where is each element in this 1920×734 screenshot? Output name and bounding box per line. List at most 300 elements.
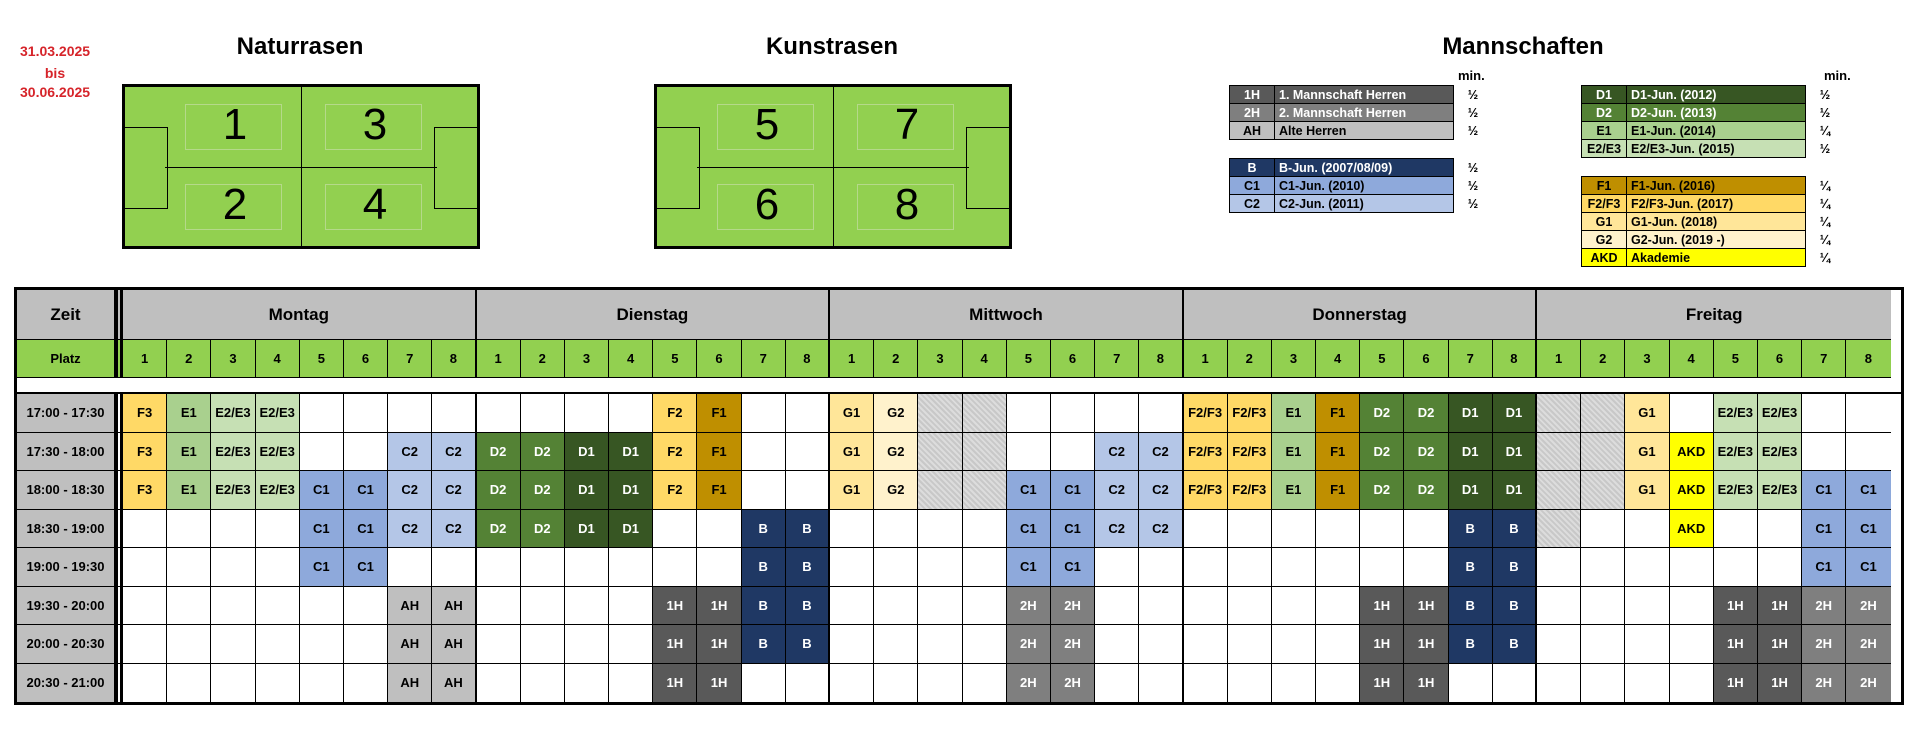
slot-cell bbox=[477, 625, 521, 664]
pitch-number: 2 bbox=[1228, 340, 1272, 378]
day-header-montag: Montag bbox=[123, 290, 477, 340]
slot-cell bbox=[1670, 664, 1714, 703]
slot-cell bbox=[1228, 548, 1272, 587]
slot-cell: G2 bbox=[874, 471, 918, 510]
legend-code: D1 bbox=[1582, 86, 1627, 104]
legend-row bbox=[1582, 122, 1845, 140]
slot-cell bbox=[874, 548, 918, 587]
slot-cell bbox=[963, 664, 1007, 703]
time-row bbox=[17, 625, 1901, 664]
legend-row bbox=[1582, 231, 1845, 249]
slot-cell: G1 bbox=[830, 471, 874, 510]
slot-cell bbox=[918, 394, 962, 433]
slot-cell bbox=[1272, 664, 1316, 703]
pitch-number: 2 bbox=[874, 340, 918, 378]
legend-row bbox=[1230, 122, 1493, 140]
slot-cell: C1 bbox=[1051, 548, 1095, 587]
slot-cell: C2 bbox=[1095, 433, 1139, 472]
slot-cell bbox=[609, 664, 653, 703]
slot-cell bbox=[1802, 433, 1846, 472]
slot-cell bbox=[300, 433, 344, 472]
slot-cell: G1 bbox=[830, 433, 874, 472]
slot-cell bbox=[1802, 394, 1846, 433]
slot-cell bbox=[1316, 548, 1360, 587]
slot-cell bbox=[521, 587, 565, 626]
pitch-number: 5 bbox=[1360, 340, 1404, 378]
slot-cell bbox=[300, 664, 344, 703]
column-separator bbox=[115, 664, 123, 703]
pitch-number: 4 bbox=[963, 340, 1007, 378]
slot-cell bbox=[300, 394, 344, 433]
kunstrasen-title: Kunstrasen bbox=[765, 33, 899, 60]
legend-name: C1-Jun. (2010) bbox=[1275, 177, 1454, 195]
time-row bbox=[17, 664, 1901, 703]
slot-cell: E2/E3 bbox=[1714, 433, 1758, 472]
legend-min: ½ bbox=[1467, 196, 1479, 211]
slot-cell: B bbox=[1493, 587, 1537, 626]
slot-cell bbox=[1051, 394, 1095, 433]
slot-cell bbox=[1714, 510, 1758, 549]
slot-cell bbox=[1449, 664, 1493, 703]
slot-cell bbox=[1095, 548, 1139, 587]
slot-cell bbox=[256, 548, 300, 587]
pitch-number: 7 bbox=[742, 340, 786, 378]
slot-cell: D2 bbox=[1360, 471, 1404, 510]
slot-cell bbox=[344, 433, 388, 472]
slot-cell: D2 bbox=[477, 510, 521, 549]
slot-cell bbox=[1581, 394, 1625, 433]
slot-cell bbox=[742, 664, 786, 703]
slot-cell: C2 bbox=[1095, 471, 1139, 510]
slot-cell: C2 bbox=[388, 433, 432, 472]
slot-cell bbox=[1272, 625, 1316, 664]
legend-row bbox=[1230, 177, 1493, 195]
slot-cell: D1 bbox=[1449, 471, 1493, 510]
slot-cell bbox=[211, 664, 255, 703]
slot-cell: 2H bbox=[1007, 625, 1051, 664]
slot-cell: D1 bbox=[609, 510, 653, 549]
slot-cell bbox=[1493, 664, 1537, 703]
slot-cell bbox=[1272, 587, 1316, 626]
pitch-number: 7 bbox=[894, 100, 920, 149]
slot-cell bbox=[918, 664, 962, 703]
slot-cell bbox=[786, 394, 830, 433]
slot-cell: D2 bbox=[1404, 471, 1448, 510]
legend-code: E1 bbox=[1582, 122, 1627, 140]
legend-code: E2/E3 bbox=[1582, 140, 1627, 158]
slot-cell: D2 bbox=[521, 510, 565, 549]
slot-cell: 1H bbox=[653, 587, 697, 626]
slot-cell bbox=[477, 548, 521, 587]
date-from: 31.03.2025 bbox=[20, 43, 91, 59]
legend-row bbox=[1582, 140, 1845, 158]
legend-name: 1. Mannschaft Herren bbox=[1275, 86, 1454, 104]
pitch-number: 8 bbox=[432, 340, 476, 378]
slot-cell bbox=[1625, 587, 1669, 626]
slot-cell bbox=[1139, 587, 1183, 626]
slot-cell bbox=[256, 510, 300, 549]
slot-cell: D2 bbox=[477, 433, 521, 472]
slot-cell: 2H bbox=[1051, 625, 1095, 664]
slot-cell bbox=[256, 587, 300, 626]
legend-min: ½ bbox=[1467, 178, 1479, 193]
slot-cell bbox=[697, 510, 741, 549]
slot-cell bbox=[123, 587, 167, 626]
slot-cell bbox=[388, 394, 432, 433]
slot-cell bbox=[1758, 510, 1802, 549]
slot-cell: C2 bbox=[1139, 433, 1183, 472]
slot-cell bbox=[1228, 664, 1272, 703]
slot-cell bbox=[432, 548, 476, 587]
slot-cell bbox=[742, 471, 786, 510]
slot-cell: 1H bbox=[697, 625, 741, 664]
slot-cell bbox=[388, 548, 432, 587]
slot-cell: C2 bbox=[1095, 510, 1139, 549]
slot-cell bbox=[1625, 664, 1669, 703]
slot-cell bbox=[874, 664, 918, 703]
pitch-number: 3 bbox=[565, 340, 609, 378]
slot-cell bbox=[300, 625, 344, 664]
pitch-number: 3 bbox=[1272, 340, 1316, 378]
slot-cell bbox=[874, 625, 918, 664]
slot-cell bbox=[123, 625, 167, 664]
slot-cell bbox=[1537, 510, 1581, 549]
slot-cell bbox=[565, 664, 609, 703]
slot-cell: E2/E3 bbox=[1714, 394, 1758, 433]
slot-cell bbox=[1095, 394, 1139, 433]
legend-min: ½ bbox=[1467, 105, 1479, 120]
platz-label: Platz bbox=[17, 340, 115, 378]
pitch-number: 5 bbox=[1007, 340, 1051, 378]
legend-min: ½ bbox=[1467, 160, 1479, 175]
column-separator bbox=[115, 510, 123, 549]
pitch-number: 7 bbox=[1449, 340, 1493, 378]
pitch-number: 7 bbox=[388, 340, 432, 378]
pitch-number: 1 bbox=[222, 100, 248, 149]
slot-cell bbox=[1714, 548, 1758, 587]
slot-cell: F1 bbox=[697, 394, 741, 433]
slot-cell: D2 bbox=[521, 433, 565, 472]
slot-cell: E1 bbox=[167, 433, 211, 472]
slot-cell bbox=[521, 625, 565, 664]
spacer-row bbox=[17, 378, 1901, 394]
slot-cell bbox=[786, 471, 830, 510]
legend-min: ½ bbox=[1819, 105, 1831, 120]
slot-cell bbox=[1537, 625, 1581, 664]
slot-cell bbox=[167, 548, 211, 587]
pitch-number: 8 bbox=[1139, 340, 1183, 378]
legend-code: AH bbox=[1230, 122, 1275, 140]
slot-cell: AKD bbox=[1670, 471, 1714, 510]
pitch-number: 4 bbox=[362, 180, 388, 229]
slot-cell: C1 bbox=[1802, 548, 1846, 587]
slot-cell bbox=[521, 394, 565, 433]
column-separator bbox=[115, 340, 123, 378]
legend-min: ½ bbox=[1819, 87, 1831, 102]
time-label: 20:00 - 20:30 bbox=[17, 625, 115, 664]
slot-cell bbox=[830, 587, 874, 626]
legend-code: G1 bbox=[1582, 213, 1627, 231]
slot-cell bbox=[211, 548, 255, 587]
slot-cell: 1H bbox=[653, 625, 697, 664]
slot-cell bbox=[1184, 587, 1228, 626]
slot-cell: C1 bbox=[344, 548, 388, 587]
slot-cell: 1H bbox=[1758, 664, 1802, 703]
legend-code: AKD bbox=[1582, 249, 1627, 267]
slot-cell: F2/F3 bbox=[1228, 433, 1272, 472]
slot-cell: 2H bbox=[1802, 587, 1846, 626]
time-label: 18:30 - 19:00 bbox=[17, 510, 115, 549]
slot-cell: B bbox=[1493, 510, 1537, 549]
slot-cell bbox=[1758, 548, 1802, 587]
slot-cell: C2 bbox=[388, 471, 432, 510]
legend-name: E1-Jun. (2014) bbox=[1627, 122, 1806, 140]
slot-cell bbox=[1537, 471, 1581, 510]
slot-cell: 1H bbox=[1758, 587, 1802, 626]
slot-cell: 1H bbox=[1404, 664, 1448, 703]
slot-cell bbox=[1625, 510, 1669, 549]
slot-cell: 2H bbox=[1846, 587, 1890, 626]
slot-cell: B bbox=[742, 587, 786, 626]
time-label: 17:00 - 17:30 bbox=[17, 394, 115, 433]
slot-cell: B bbox=[742, 510, 786, 549]
slot-cell: E2/E3 bbox=[1758, 471, 1802, 510]
slot-cell: AKD bbox=[1670, 433, 1714, 472]
time-row bbox=[17, 510, 1901, 549]
slot-cell bbox=[565, 625, 609, 664]
slot-cell: E1 bbox=[1272, 433, 1316, 472]
column-separator bbox=[115, 433, 123, 472]
pitch-number: 1 bbox=[477, 340, 521, 378]
slot-cell bbox=[344, 625, 388, 664]
slot-cell bbox=[1537, 548, 1581, 587]
slot-cell: D2 bbox=[521, 471, 565, 510]
time-row bbox=[17, 548, 1901, 587]
slot-cell: B bbox=[786, 510, 830, 549]
time-row bbox=[17, 394, 1901, 433]
slot-cell bbox=[1670, 587, 1714, 626]
slot-cell: E1 bbox=[1272, 471, 1316, 510]
slot-cell: C2 bbox=[432, 510, 476, 549]
slot-cell: C1 bbox=[1051, 510, 1095, 549]
slot-cell: G1 bbox=[1625, 471, 1669, 510]
slot-cell bbox=[918, 587, 962, 626]
pitch-number: 6 bbox=[344, 340, 388, 378]
slot-cell bbox=[609, 394, 653, 433]
time-label: 20:30 - 21:00 bbox=[17, 664, 115, 703]
slot-cell bbox=[874, 587, 918, 626]
slot-cell: AH bbox=[432, 625, 476, 664]
slot-cell bbox=[1316, 664, 1360, 703]
pitch-number: 1 bbox=[123, 340, 167, 378]
pitch-number: 2 bbox=[521, 340, 565, 378]
slot-cell bbox=[830, 548, 874, 587]
slot-cell: C1 bbox=[1007, 471, 1051, 510]
pitch-number: 8 bbox=[1493, 340, 1537, 378]
slot-cell bbox=[1007, 394, 1051, 433]
slot-cell: 1H bbox=[697, 664, 741, 703]
slot-cell: C1 bbox=[1802, 510, 1846, 549]
slot-cell: AH bbox=[432, 664, 476, 703]
legend-min: ¼ bbox=[1819, 196, 1831, 211]
pitch-number: 6 bbox=[754, 180, 780, 229]
slot-cell bbox=[1228, 510, 1272, 549]
slot-cell: D2 bbox=[1360, 394, 1404, 433]
slot-cell: 1H bbox=[1404, 587, 1448, 626]
slot-cell bbox=[918, 625, 962, 664]
slot-cell: 1H bbox=[1714, 625, 1758, 664]
slot-cell bbox=[1537, 394, 1581, 433]
slot-cell: F3 bbox=[123, 394, 167, 433]
slot-cell bbox=[963, 433, 1007, 472]
slot-cell: D2 bbox=[1404, 433, 1448, 472]
slot-cell: 2H bbox=[1846, 664, 1890, 703]
slot-cell: D1 bbox=[1449, 433, 1493, 472]
slot-cell: F2 bbox=[653, 471, 697, 510]
legend-row bbox=[1230, 86, 1493, 104]
slot-cell: D1 bbox=[1493, 433, 1537, 472]
pitch-number: 5 bbox=[754, 100, 780, 149]
slot-cell bbox=[477, 664, 521, 703]
slot-cell bbox=[1272, 548, 1316, 587]
slot-cell bbox=[963, 510, 1007, 549]
time-label: 19:00 - 19:30 bbox=[17, 548, 115, 587]
column-separator bbox=[115, 587, 123, 626]
slot-cell bbox=[1581, 587, 1625, 626]
slot-cell: E1 bbox=[167, 471, 211, 510]
slot-cell bbox=[1581, 433, 1625, 472]
legend-row bbox=[1582, 104, 1845, 122]
pitch-number: 4 bbox=[256, 340, 300, 378]
slot-cell: C1 bbox=[1802, 471, 1846, 510]
slot-cell bbox=[1625, 548, 1669, 587]
slot-cell bbox=[1537, 433, 1581, 472]
pitch-number: 5 bbox=[300, 340, 344, 378]
slot-cell bbox=[1846, 433, 1890, 472]
slot-cell: 1H bbox=[1714, 664, 1758, 703]
legend-row bbox=[1582, 86, 1845, 104]
pitch-number: 6 bbox=[1758, 340, 1802, 378]
slot-cell bbox=[963, 625, 1007, 664]
slot-cell bbox=[830, 664, 874, 703]
column-separator bbox=[115, 471, 123, 510]
slot-cell: B bbox=[742, 625, 786, 664]
pitch-number: 3 bbox=[362, 100, 388, 149]
legend-name: F2/F3-Jun. (2017) bbox=[1627, 195, 1806, 213]
slot-cell: C1 bbox=[1051, 471, 1095, 510]
slot-cell: E2/E3 bbox=[211, 471, 255, 510]
legend-min: ¼ bbox=[1819, 214, 1831, 229]
time-row bbox=[17, 587, 1901, 626]
slot-cell bbox=[742, 394, 786, 433]
slot-cell bbox=[211, 587, 255, 626]
slot-cell: 2H bbox=[1802, 664, 1846, 703]
legend-name: B-Jun. (2007/08/09) bbox=[1275, 159, 1454, 177]
slot-cell: 1H bbox=[1404, 625, 1448, 664]
slot-cell: 1H bbox=[1360, 587, 1404, 626]
slot-cell: F3 bbox=[123, 433, 167, 472]
slot-cell: F2/F3 bbox=[1184, 433, 1228, 472]
pitch-number: 1 bbox=[1537, 340, 1581, 378]
slot-cell bbox=[256, 625, 300, 664]
slot-cell bbox=[1404, 510, 1448, 549]
legend-min: ½ bbox=[1819, 141, 1831, 156]
slot-cell: AKD bbox=[1670, 510, 1714, 549]
slot-cell: 2H bbox=[1846, 625, 1890, 664]
slot-cell bbox=[1581, 664, 1625, 703]
slot-cell: 1H bbox=[653, 664, 697, 703]
slot-cell bbox=[1272, 510, 1316, 549]
slot-cell bbox=[786, 664, 830, 703]
slot-cell bbox=[432, 394, 476, 433]
slot-cell: C1 bbox=[300, 510, 344, 549]
slot-cell bbox=[1846, 394, 1890, 433]
slot-cell bbox=[521, 664, 565, 703]
slot-cell: AH bbox=[388, 587, 432, 626]
legend-code: B bbox=[1230, 159, 1275, 177]
pitch-number: 7 bbox=[1095, 340, 1139, 378]
slot-cell bbox=[1537, 664, 1581, 703]
slot-cell bbox=[1581, 548, 1625, 587]
day-header-dienstag: Dienstag bbox=[477, 290, 831, 340]
slot-cell: 2H bbox=[1007, 664, 1051, 703]
legend-code: C1 bbox=[1230, 177, 1275, 195]
slot-cell bbox=[830, 625, 874, 664]
slot-cell bbox=[609, 548, 653, 587]
slot-cell: F2/F3 bbox=[1228, 471, 1272, 510]
pitch-number: 1 bbox=[830, 340, 874, 378]
slot-cell: C2 bbox=[388, 510, 432, 549]
slot-cell: C1 bbox=[344, 471, 388, 510]
slot-cell: AH bbox=[388, 625, 432, 664]
legend-min: ¼ bbox=[1819, 250, 1831, 265]
slot-cell bbox=[211, 625, 255, 664]
legend-name: G2-Jun. (2019 -) bbox=[1627, 231, 1806, 249]
slot-cell: D1 bbox=[609, 471, 653, 510]
naturrasen-pitch bbox=[122, 84, 480, 249]
legend-right bbox=[1581, 85, 1844, 267]
slot-cell: C1 bbox=[1007, 548, 1051, 587]
legend-name: G1-Jun. (2018) bbox=[1627, 213, 1806, 231]
legend-left bbox=[1229, 85, 1492, 213]
slot-cell bbox=[477, 587, 521, 626]
slot-cell: AH bbox=[388, 664, 432, 703]
slot-cell: D1 bbox=[565, 471, 609, 510]
day-header-mittwoch: Mittwoch bbox=[830, 290, 1184, 340]
column-separator bbox=[115, 290, 123, 340]
slot-cell bbox=[609, 587, 653, 626]
slot-cell: B bbox=[786, 548, 830, 587]
slot-cell bbox=[1184, 664, 1228, 703]
min-header: min. bbox=[1824, 68, 1851, 83]
slot-cell bbox=[1095, 625, 1139, 664]
slot-cell: 1H bbox=[1360, 664, 1404, 703]
slot-cell: D2 bbox=[1360, 433, 1404, 472]
slot-cell bbox=[1581, 510, 1625, 549]
slot-cell bbox=[211, 510, 255, 549]
legend-code: D2 bbox=[1582, 104, 1627, 122]
pitch-number: 3 bbox=[918, 340, 962, 378]
slot-cell: B bbox=[1449, 510, 1493, 549]
legend-min: ¼ bbox=[1819, 232, 1831, 247]
time-label: 19:30 - 20:00 bbox=[17, 587, 115, 626]
slot-cell bbox=[1670, 625, 1714, 664]
slot-cell: D2 bbox=[1404, 394, 1448, 433]
slot-cell: B bbox=[786, 587, 830, 626]
slot-cell: AH bbox=[432, 587, 476, 626]
legend-row bbox=[1582, 195, 1845, 213]
slot-cell: D1 bbox=[565, 510, 609, 549]
